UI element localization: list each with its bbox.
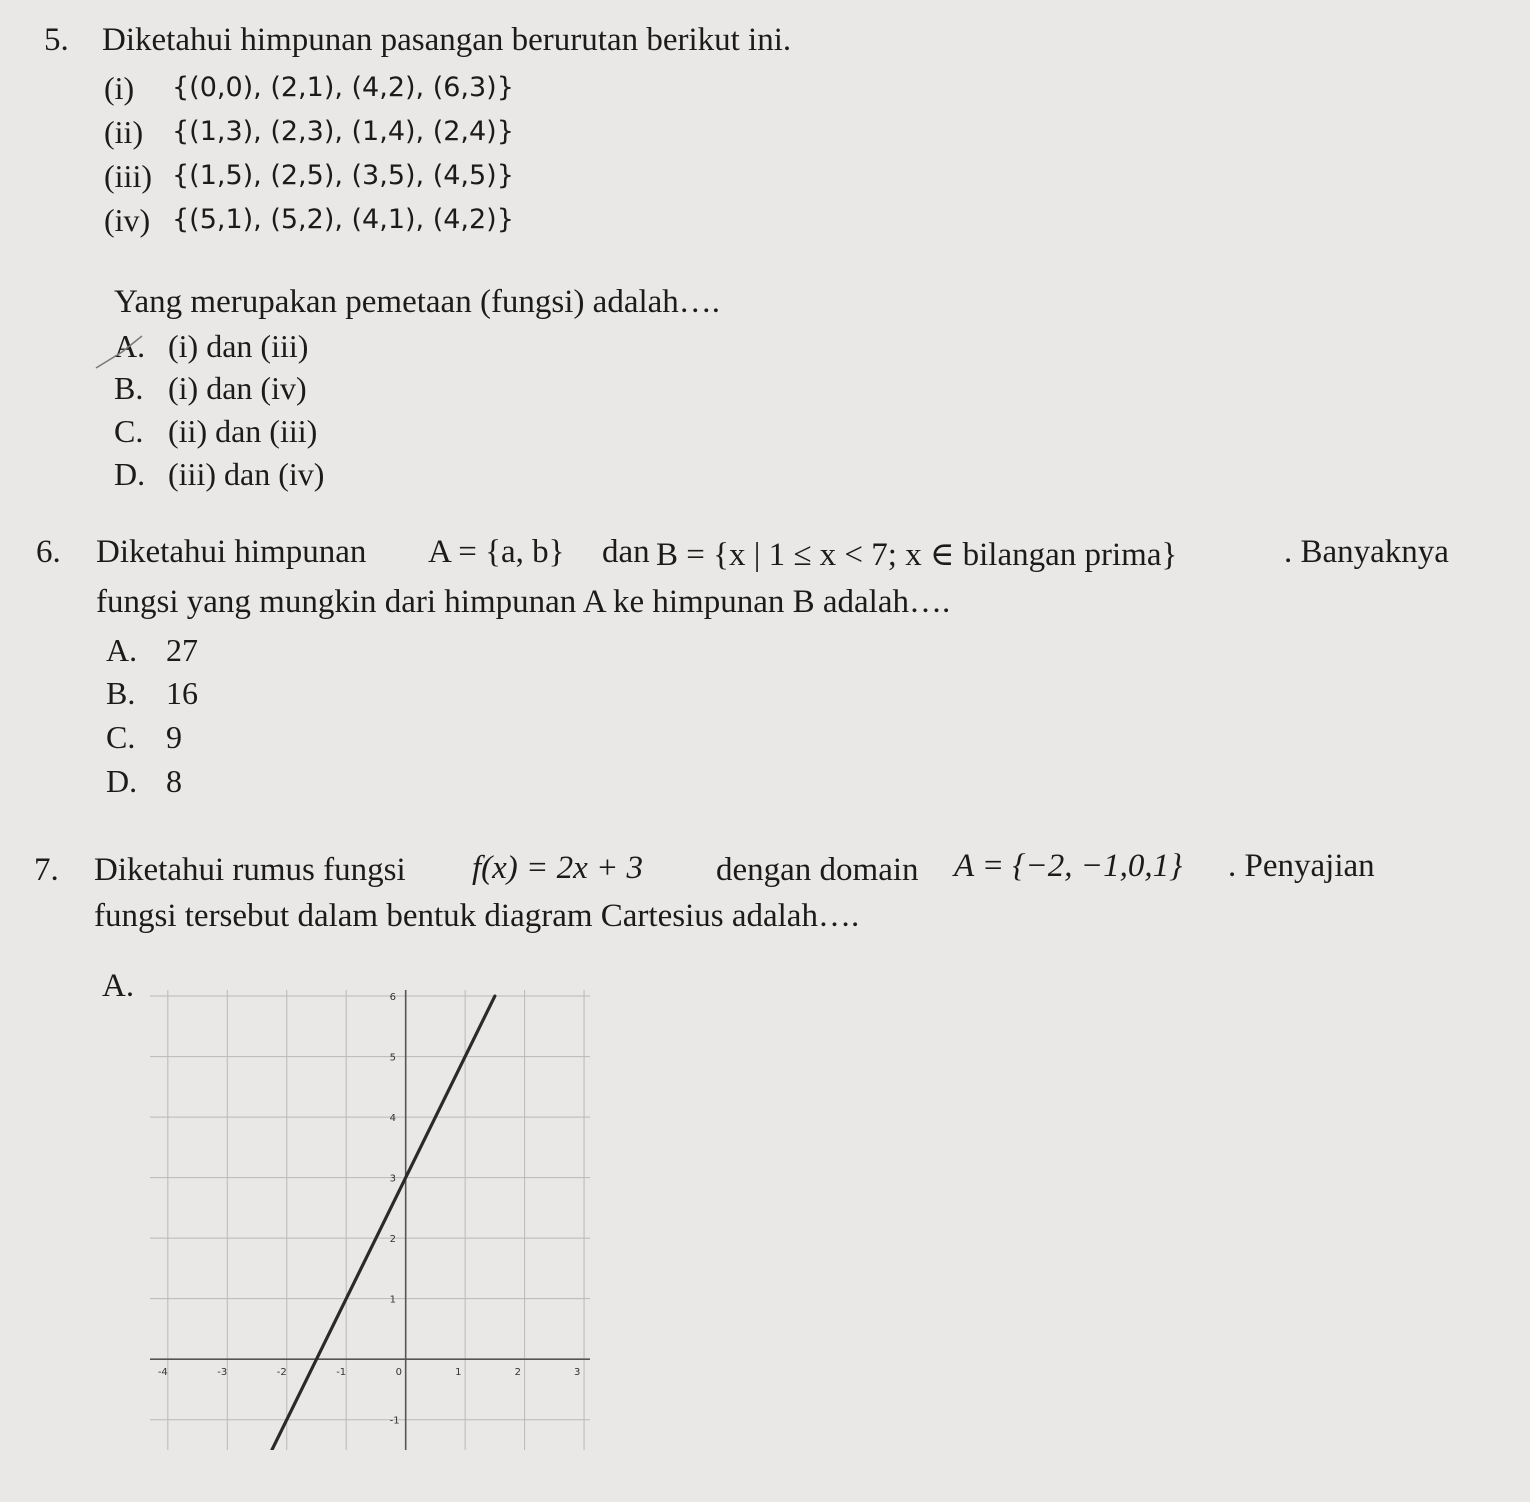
q6-option-letter: D. (106, 763, 138, 799)
q5-option-letter: C. (114, 413, 144, 449)
answer-tick-mark (92, 334, 152, 374)
q7-formula: f(x) = 2x + 3 (472, 850, 643, 886)
q6-line2: fungsi yang mungkin dari himpunan A ke himpunan B adalah…. (96, 584, 951, 620)
y-tick-label: 1 (389, 1294, 397, 1306)
q6-text-a: Diketahui himpunan (96, 534, 367, 570)
y-tick-label: 5 (389, 1052, 397, 1064)
x-tick-label: -3 (217, 1367, 228, 1379)
q7-line2: fungsi tersebut dalam bentuk diagram Cartesius adalah…. (94, 898, 860, 934)
q6-option-text: 27 (166, 632, 198, 668)
q7-text-b: dengan domain (716, 852, 919, 888)
q6-set-a: A = {a, b} (428, 534, 565, 570)
y-tick-label: 3 (389, 1173, 397, 1185)
q5-item-label: (ii) (104, 114, 144, 150)
x-tick-label: 3 (574, 1367, 581, 1379)
y-tick-label: 6 (389, 992, 397, 1004)
q6-text-dan: dan (602, 534, 650, 570)
q6-option-letter: B. (106, 675, 136, 711)
q5-item-label: (iv) (104, 202, 151, 238)
x-tick-label: 0 (395, 1367, 403, 1379)
x-tick-label: 2 (514, 1367, 521, 1379)
function-line (272, 996, 495, 1450)
y-tick-label: -1 (389, 1415, 400, 1427)
y-tick-label: 2 (389, 1234, 397, 1246)
q5-option-letter: B. (114, 370, 144, 406)
q5-item-set: {(0,0), (2,1), (4,2), (6,3)} (172, 72, 514, 103)
y-tick-label: 4 (389, 1113, 397, 1125)
q5-prompt: Diketahui himpunan pasangan berurutan berikut ini. (102, 22, 792, 58)
q6-option-text: 16 (166, 675, 198, 711)
x-tick-label: -4 (157, 1367, 168, 1379)
q5-item-set: {(5,1), (5,2), (4,1), (4,2)} (172, 204, 514, 235)
q7-option-a-letter: A. (102, 968, 135, 1004)
x-tick-label: -2 (276, 1367, 287, 1379)
q5-option-text: (i) dan (iii) (168, 328, 309, 364)
q6-option-letter: C. (106, 719, 136, 755)
x-tick-label: -1 (336, 1367, 347, 1379)
q6-set-b: B = {x | 1 ≤ x < 7; x ∈ bilangan prima} (656, 537, 1178, 573)
q6-text-b: . Banyaknya (1284, 534, 1449, 570)
q7-number: 7. (34, 852, 59, 888)
q5-option-text: (ii) dan (iii) (168, 413, 318, 449)
q7-domain: A = {−2, −1,0,1} (954, 848, 1183, 884)
x-tick-label: 1 (455, 1367, 462, 1379)
q6-option-letter: A. (106, 632, 138, 668)
q5-option-text: (i) dan (iv) (168, 370, 307, 406)
q5-option-text: (iii) dan (iv) (168, 456, 325, 492)
q5-option-letter: D. (114, 456, 146, 492)
q7-text-c: . Penyajian (1228, 848, 1375, 884)
q6-number: 6. (36, 534, 61, 570)
q5-number: 5. (44, 22, 69, 58)
q5-option-letter: A. (114, 328, 146, 364)
q7-text-a: Diketahui rumus fungsi (94, 852, 406, 888)
cartesian-graph (150, 990, 590, 1450)
q6-option-text: 9 (166, 719, 182, 755)
q5-item-label: (i) (104, 70, 135, 106)
q5-item-label: (iii) (104, 158, 152, 194)
q5-item-set: {(1,3), (2,3), (1,4), (2,4)} (172, 116, 514, 147)
q5-item-set: {(1,5), (2,5), (3,5), (4,5)} (172, 160, 514, 191)
q5-question: Yang merupakan pemetaan (fungsi) adalah…. (114, 284, 721, 320)
q6-option-text: 8 (166, 763, 182, 799)
